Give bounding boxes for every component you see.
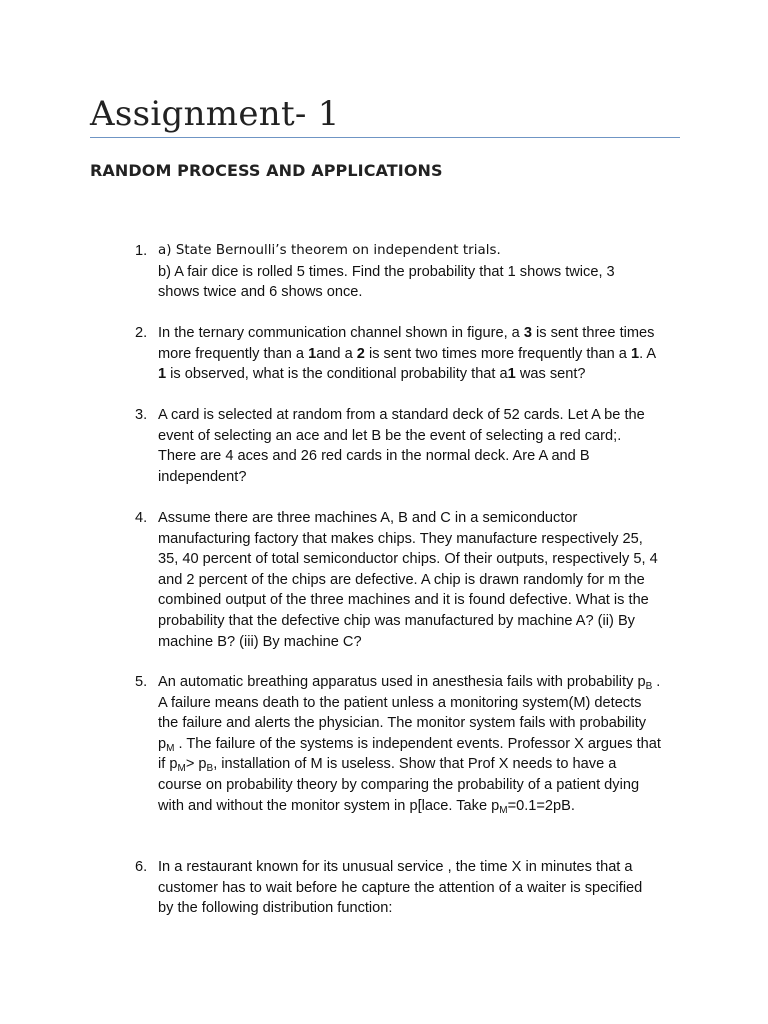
question-body [158, 405, 680, 487]
question-line: $p_M$ . The failure of the systems is independent events. Professor X argues that [158, 735, 661, 754]
question-body [158, 672, 680, 816]
question-line: 35, 40 percent of total semiconductor chips. Of their outputs, respectively 5, 4 [158, 551, 658, 568]
question-line: event of selecting an ace and let B be the event of selecting a red card;. [158, 427, 622, 444]
question-body [158, 323, 680, 385]
question-part-a: a) State Bernoulli’s theorem on independent trials. [158, 243, 501, 258]
question-3 [135, 405, 680, 487]
question-line: Assume there are three machines A, B and C in a semiconductor [158, 510, 578, 526]
question-line: There are 4 aces and 26 red cards in the normal deck. Are A and B [158, 448, 590, 465]
question-number: 1. [135, 243, 148, 259]
question-line: with and without the monitor system in p[lace. Take $p_M=0.1=2pB$. [158, 797, 575, 816]
question-body [158, 857, 680, 919]
question-line: more frequently than a 1and a 2 is sent two times more frequently than a 1. A [158, 345, 657, 362]
document-subtitle: RANDOM PROCESS AND APPLICATIONS [90, 161, 443, 180]
document-title: Assignment- 1 [90, 94, 340, 134]
question-1 [135, 241, 680, 303]
question-line: if $p_M> p_B$, installation of M is useless. Show that Prof X needs to have a [158, 756, 617, 775]
question-4 [135, 508, 680, 652]
question-line: course on probability theory by comparing the probability of a patient dying [158, 776, 640, 793]
question-line: and 2 percent of the chips are defective. A chip is drawn randomly for m the [158, 571, 645, 588]
question-5 [135, 672, 680, 816]
question-line: probability that the defective chip was manufactured by machine A? (ii) By [158, 612, 635, 629]
question-6 [135, 857, 680, 919]
question-line: In a restaurant known for its unusual service , the time X in minutes that a [158, 859, 633, 875]
question-number: 4. [135, 510, 148, 526]
question-number: 3. [135, 407, 148, 423]
question-body [158, 508, 680, 652]
question-line: independent? [158, 468, 247, 485]
question-number: 5. [135, 674, 148, 690]
question-line: the failure and alerts the physician. The monitor system fails with probability [158, 715, 647, 732]
question-part-b-line: b) A fair dice is rolled 5 times. Find the probability that 1 shows twice, 3 [158, 263, 615, 280]
question-line: customer has to wait before he capture the attention of a waiter is specified [158, 879, 643, 896]
question-line: A card is selected at random from a standard deck of 52 cards. Let A be the [158, 407, 645, 423]
question-line: In the ternary communication channel shown in figure, a 3 is sent three times [158, 325, 655, 341]
question-number: 2. [135, 325, 148, 341]
question-line: An automatic breathing apparatus used in anesthesia fails with probability $p_B$ . [158, 674, 661, 692]
title-divider [90, 137, 680, 138]
question-line: by the following distribution function: [158, 900, 393, 917]
question-number: 6. [135, 859, 148, 875]
question-2 [135, 323, 680, 385]
question-line: 1 is observed, what is the conditional probability that a1 was sent? [158, 366, 586, 383]
question-line: machine B? (iii) By machine C? [158, 633, 362, 650]
question-line: A failure means death to the patient unless a monitoring system(M) detects [158, 694, 642, 711]
question-line: combined output of the three machines and it is found defective. What is the [158, 592, 649, 609]
question-part-b-line: shows twice and 6 shows once. [158, 284, 363, 301]
question-line: manufacturing factory that makes chips. They manufacture respectively 25, [158, 530, 643, 547]
question-body [158, 241, 680, 303]
